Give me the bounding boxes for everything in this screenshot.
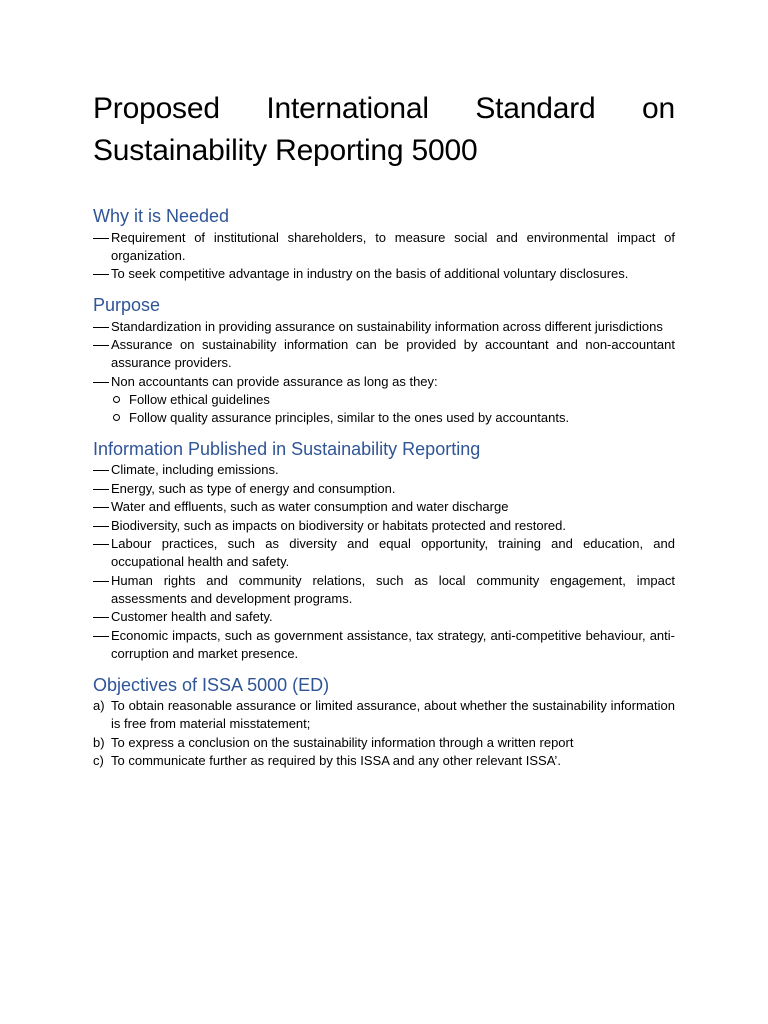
list-item [93,461,675,479]
list-item [93,265,675,283]
dash-bullet-icon [93,345,109,346]
sub-list-item [93,409,675,427]
dash-bullet-icon [93,382,109,383]
sub-list-item-text: Follow ethical guidelines [129,391,270,407]
dash-bullet-icon [93,507,109,508]
dash-bullet-icon [93,617,109,618]
list-item-text: To seek competitive advantage in industry on the basis of additional voluntary disclosures. [111,266,629,281]
dash-bullet-icon [93,238,109,239]
dash-bullet-icon [93,581,109,582]
list-item-text: Customer health and safety. [111,609,273,624]
list-item [93,608,675,626]
list-item-text: Climate, including emissions. [111,462,279,477]
list-item-text: To communicate further as required by this ISSA and any other relevant ISSA’. [111,753,561,768]
list-item [93,318,675,336]
circle-bullet-icon [113,396,120,403]
list-item-text: Economic impacts, such as government assistance, tax strategy, anti-competitive behaviour, anti-corruption and market presence. [111,627,675,661]
list-item-text: Assurance on sustainability information can be provided by accountant and non-accountant assurance providers. [111,337,675,370]
why-needed-list [93,229,675,284]
list-marker: a) [93,698,105,713]
list-item-text: Labour practices, such as diversity and equal opportunity, training and education, and occupational health and safety. [111,536,675,569]
list-item [93,752,675,770]
list-item-text: To express a conclusion on the sustainability information through a written report [111,734,574,750]
list-item-text: Human rights and community relations, such as local community engagement, impact assessments and development programs. [111,572,675,606]
list-item [93,627,675,663]
list-item-text: Non accountants can provide assurance as long as they: [111,373,438,389]
document-title: Proposed International Standard on Sustainability Reporting 5000 [93,92,675,167]
list-item [93,517,675,535]
section-heading-information-published: Information Published in Sustainability Reporting [93,438,481,459]
dash-bullet-icon [93,470,109,471]
dash-bullet-icon [93,526,109,527]
dash-bullet-icon [93,636,109,637]
list-item-text: Water and effluents, such as water consumption and water discharge [111,499,509,514]
section-heading-why-needed: Why it is Needed [93,206,230,226]
purpose-list [93,318,675,391]
list-item [93,498,675,516]
sub-list-item-text: Follow quality assurance principles, similar to the ones used by accountants. [129,409,570,425]
list-item [93,734,675,752]
list-item-text: Requirement of institutional shareholders, to measure social and environmental impact of organization. [111,229,675,263]
list-item [93,572,675,608]
list-marker: c) [93,753,104,768]
dash-bullet-icon [93,274,109,275]
list-item-text: Energy, such as type of energy and consumption. [111,480,396,496]
list-item [93,697,675,733]
list-item [93,229,675,265]
purpose-sublist [93,391,675,427]
dash-bullet-icon [93,544,109,545]
list-item-text: To obtain reasonable assurance or limited assurance, about whether the sustainability information is free from material misstatement; [111,698,675,731]
sub-list-item [93,391,675,409]
list-item [93,535,675,571]
information-list [93,461,675,663]
document-content [93,88,675,770]
dash-bullet-icon [93,327,109,328]
list-item [93,336,675,372]
circle-bullet-icon [113,414,120,421]
section-heading-objectives: Objectives of ISSA 5000 (ED) [93,674,330,695]
objectives-list [93,697,675,770]
list-item [93,480,675,498]
list-item-text: Standardization in providing assurance on sustainability information across different jurisdictions [111,318,663,334]
list-marker: b) [93,734,105,750]
list-item-text: Biodiversity, such as impacts on biodiversity or habitats protected and restored. [111,517,566,533]
dash-bullet-icon [93,489,109,490]
list-item [93,373,675,391]
section-heading-purpose: Purpose [93,295,161,315]
